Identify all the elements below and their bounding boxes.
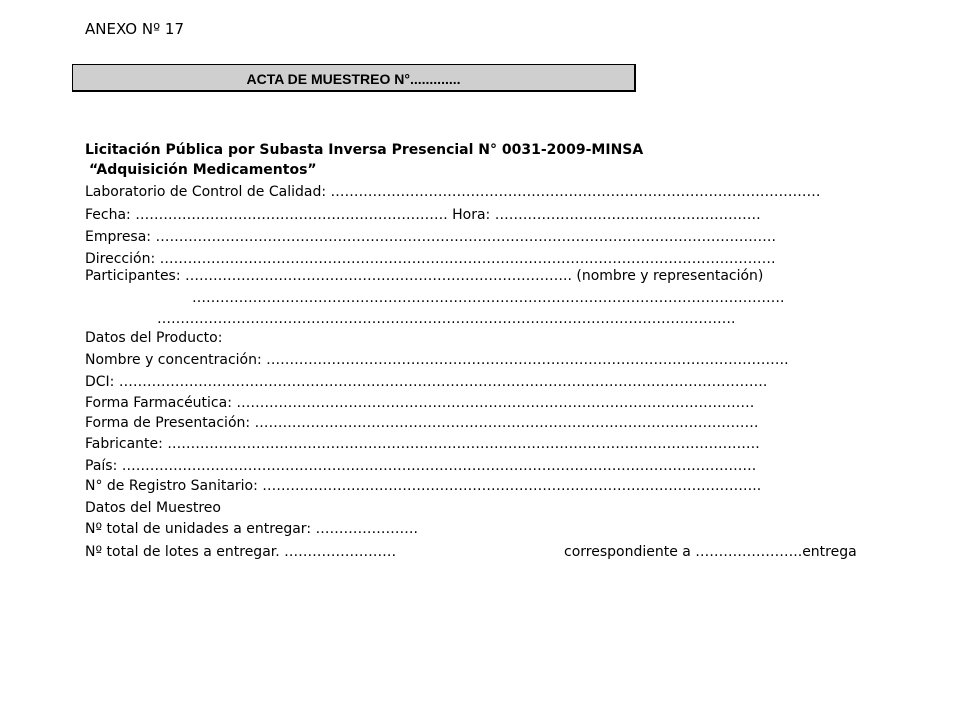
field-forma-farmaceutica: Forma Farmacéutica: …………………………………………………………………………………………………: [85, 395, 755, 411]
field-registro-sanitario: N° de Registro Sanitario: ……………………………………………………………………………………………..: [85, 478, 762, 494]
field-fecha-hora: Fecha: …………………………………………………………. Hora: …………………………………………………: [85, 207, 761, 223]
annex-label: ANEXO Nº 17: [85, 20, 184, 38]
heading-licitacion: Licitación Pública por Subasta Inversa Presencial N° 0031-2009-MINSA: [85, 142, 644, 158]
field-forma-presentacion: Forma de Presentación: ………………………………………………………………………………………………: [85, 415, 759, 431]
field-fabricante: Fabricante: ……………………………………………………………………………………………………………….: [85, 436, 760, 452]
field-laboratorio: Laboratorio de Control de Calidad: ……………………………………………………………………………………………: [85, 184, 821, 200]
field-correspondiente: correspondiente a …………………..entrega: [564, 544, 857, 560]
section-datos-muestreo: Datos del Muestreo: [85, 500, 221, 516]
field-participantes: Participantes: ……………………………………………………………………….. (nombre y representación): [85, 268, 764, 284]
field-lotes: Nº total de lotes a entregar. ……………………: [85, 544, 397, 560]
title-box: [72, 64, 636, 92]
section-datos-producto: Datos del Producto:: [85, 330, 223, 346]
field-participantes-line-3: …………………………………………………………………………………………………………….: [157, 311, 736, 327]
field-empresa: Empresa: …………………………………………………………………………………………………………………….: [85, 229, 776, 245]
field-dci: DCI: ………………………………………………………………………………………………………………………….: [85, 374, 768, 390]
field-nombre-concentracion: Nombre y concentración: ………………………………………………………………………………………………….: [85, 352, 789, 368]
field-participantes-line-2: ……………………………………………………………………………………………………………….: [192, 290, 785, 306]
document-title: ACTA DE MUESTREO N°.............: [246, 71, 461, 87]
field-direccion: Dirección: ……………………………………………………………………………………………………………………: [85, 251, 776, 267]
field-pais: País: ……………………………………………………………………………………………………………………….: [85, 458, 757, 474]
heading-adquisicion: “Adquisición Medicamentos”: [89, 162, 317, 178]
field-unidades: Nº total de unidades a entregar: ………………….: [85, 521, 418, 537]
